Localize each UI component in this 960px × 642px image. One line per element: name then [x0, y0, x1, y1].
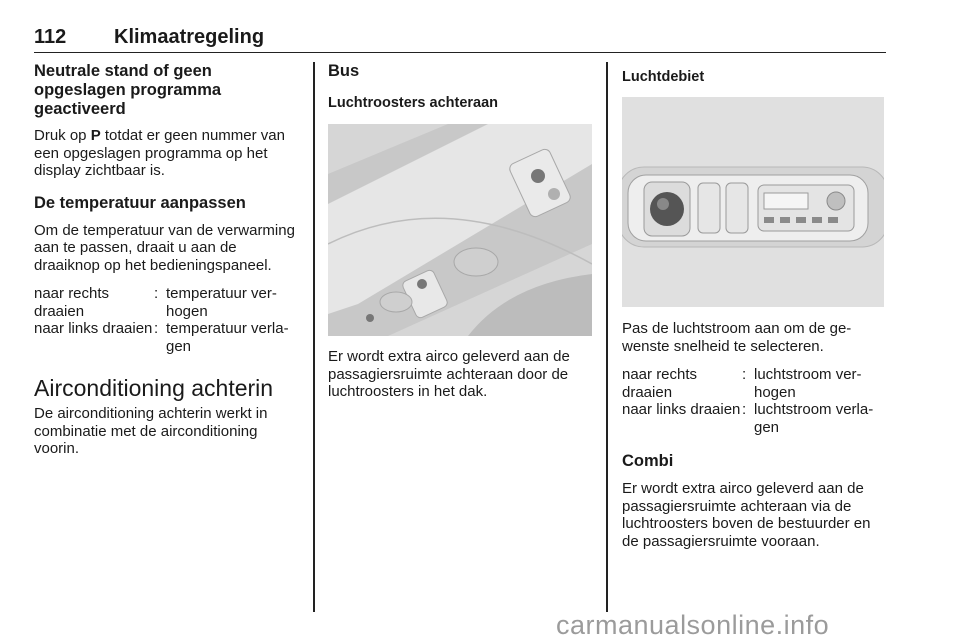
- table-value: temperatuur verlagen: [166, 320, 289, 355]
- table-sep: :: [154, 285, 159, 302]
- column-divider: [606, 62, 608, 612]
- table-key: naar rechts draaien: [622, 366, 698, 401]
- temperature-table: [34, 285, 302, 355]
- table-row: [622, 366, 888, 401]
- rear-vents-illustration: [328, 124, 592, 336]
- heading-rear-airco: Airconditioning achterin: [34, 375, 274, 401]
- page-header: [34, 24, 886, 53]
- table-row: [34, 320, 302, 355]
- paragraph-combi: Er wordt extra airco geleverd aan de passagiersruimte achteraan via de luchtroosters boven de bestuurder en de passagiersruimte vooraan.: [622, 480, 871, 550]
- page-title: Klimaatregeling: [114, 26, 265, 48]
- table-key: naar links draaien: [622, 401, 741, 418]
- airflow-table: [622, 366, 888, 436]
- watermark-text: carmanualsonline.info: [556, 610, 830, 640]
- column-1: [34, 62, 302, 458]
- column-divider: [313, 62, 315, 612]
- paragraph-text-post: totdat er geen nummer van een opgeslagen programma op het display zichtbaar is.: [34, 127, 285, 179]
- paragraph-rear-vents: Er wordt extra airco geleverd aan de passagiersruimte achteraan door de luchtroosters in het dak.: [328, 348, 570, 400]
- ceiling-vents-icon: [328, 124, 592, 336]
- paragraph-airflow: Pas de luchtstroom aan om de gewenste snelheid te selecteren.: [622, 320, 852, 355]
- airflow-control-illustration: [622, 97, 884, 307]
- table-row: [34, 285, 302, 320]
- page-number: 112: [34, 26, 67, 48]
- key-p-label: P: [90, 127, 101, 144]
- paragraph-temperature: Om de temperatuur van de verwarming aan te passen, draait u aan de draaiknop op het bedieningspaneel.: [34, 221, 295, 274]
- heading-neutral-position: Neutrale stand of geen opgeslagen programma geactiveerd: [34, 62, 222, 118]
- heading-bus: Bus: [328, 62, 360, 80]
- table-sep: :: [742, 366, 747, 383]
- heading-temperature: De temperatuur aanpassen: [34, 193, 246, 212]
- table-value: temperatuur verhogen: [166, 285, 277, 320]
- table-value: luchtstroom verlagen: [754, 401, 874, 436]
- table-row: [622, 401, 888, 436]
- paragraph-text-pre: Druk op: [34, 127, 91, 144]
- paragraph-rear-airco: De airconditioning achterin werkt in combinatie met de airconditioning voorin.: [34, 405, 268, 457]
- column-2: [328, 62, 592, 401]
- heading-airflow: Luchtdebiet: [622, 69, 705, 85]
- table-key: naar links draaien: [34, 320, 153, 337]
- table-value: luchtstroom verhogen: [754, 366, 862, 401]
- heading-combi: Combi: [622, 452, 674, 470]
- column-3: [622, 62, 888, 550]
- paragraph-neutral-position: [34, 127, 302, 180]
- table-sep: :: [742, 401, 747, 418]
- control-panel-icon: [622, 97, 884, 307]
- table-sep: :: [154, 320, 159, 337]
- heading-rear-vents: Luchtroosters achteraan: [328, 95, 499, 111]
- table-key: naar rechts draaien: [34, 285, 110, 320]
